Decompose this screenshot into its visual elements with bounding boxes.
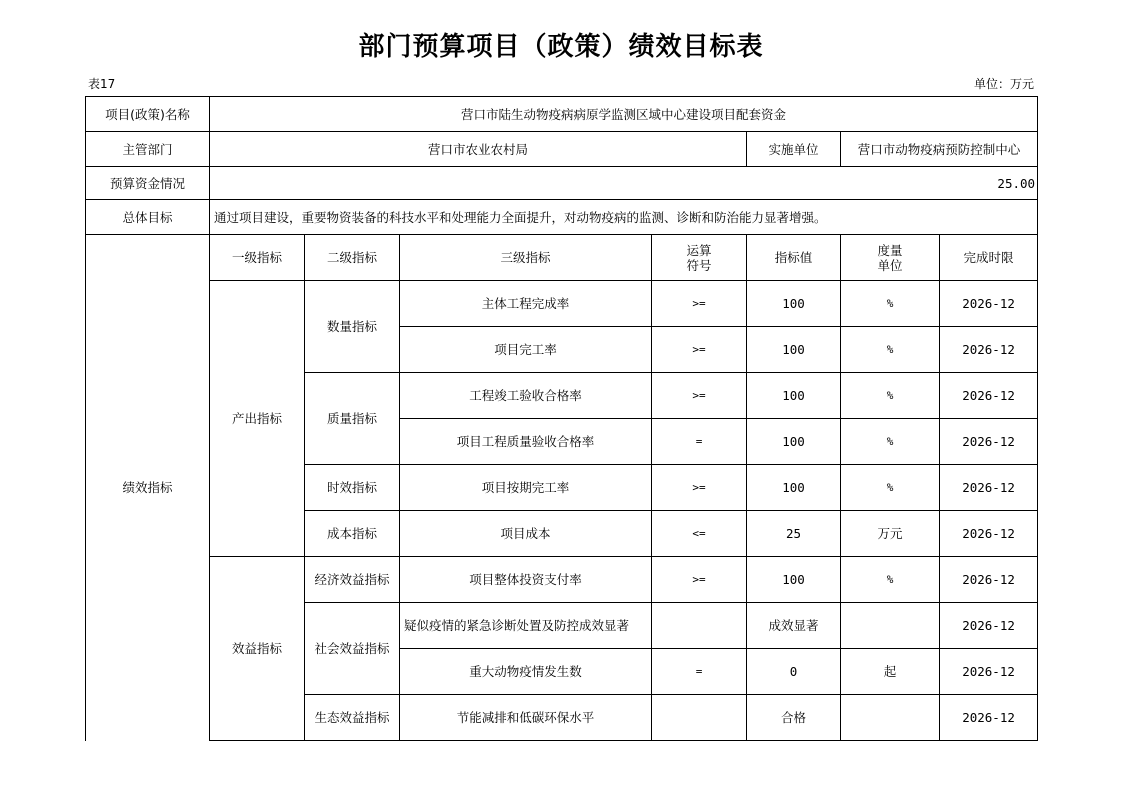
page-title: 部门预算项目（政策）绩效目标表 (358, 32, 764, 62)
indicator-operator: >= (652, 465, 747, 511)
sub-economic: 经济效益指标 (305, 557, 400, 603)
indicator-value: 成效显著 (747, 603, 841, 649)
col-level2: 二级指标 (305, 235, 400, 281)
department-label: 主管部门 (86, 132, 210, 167)
budget-value: 25.00 (210, 167, 1038, 200)
indicator-unit: % (841, 373, 940, 419)
currency-unit: 单位：万元 (973, 77, 1034, 91)
indicator-value: 100 (747, 327, 841, 373)
indicator-operator: >= (652, 557, 747, 603)
indicator-operator (652, 695, 747, 741)
table-row (86, 281, 1038, 327)
indicator-unit: 起 (841, 649, 940, 695)
department-row (86, 132, 1038, 167)
indicator-deadline: 2026-12 (940, 557, 1038, 603)
indicator-deadline: 2026-12 (940, 419, 1038, 465)
performance-target-table (85, 96, 1038, 741)
sub-social: 社会效益指标 (305, 603, 400, 695)
indicator-name: 节能减排和低碳环保水平 (400, 695, 652, 741)
indicator-unit: % (841, 419, 940, 465)
overall-goal-label: 总体目标 (86, 200, 210, 235)
indicator-name: 疑似疫情的紧急诊断处置及防控成效显著 (400, 603, 652, 649)
indicator-operator: >= (652, 327, 747, 373)
sub-ecological: 生态效益指标 (305, 695, 400, 741)
department-value: 营口市农业农村局 (210, 132, 747, 167)
indicator-value: 合格 (747, 695, 841, 741)
table-number: 表17 (88, 77, 116, 91)
indicator-value: 100 (747, 281, 841, 327)
sub-timeliness: 时效指标 (305, 465, 400, 511)
table-row (86, 557, 1038, 603)
indicator-unit: % (841, 281, 940, 327)
performance-indicator-label: 绩效指标 (86, 235, 210, 741)
indicator-unit (841, 603, 940, 649)
sub-quality: 质量指标 (305, 373, 400, 465)
indicator-unit: % (841, 557, 940, 603)
indicator-value: 25 (747, 511, 841, 557)
indicator-deadline: 2026-12 (940, 649, 1038, 695)
indicator-name: 项目整体投资支付率 (400, 557, 652, 603)
overall-goal-value: 通过项目建设，重要物资装备的科技水平和处理能力全面提升，对动物疫病的监测、诊断和防治能力显著增强。 (210, 200, 1038, 235)
indicator-name: 项目按期完工率 (400, 465, 652, 511)
col-value: 指标值 (747, 235, 841, 281)
indicator-operator (652, 603, 747, 649)
indicator-unit: % (841, 465, 940, 511)
indicator-unit (841, 695, 940, 741)
indicator-value: 100 (747, 419, 841, 465)
col-level1: 一级指标 (210, 235, 305, 281)
budget-label: 预算资金情况 (86, 167, 210, 200)
indicator-value: 0 (747, 649, 841, 695)
indicator-deadline: 2026-12 (940, 511, 1038, 557)
col-operator: 运算 符号 (652, 235, 747, 281)
col-deadline: 完成时限 (940, 235, 1038, 281)
indicator-unit: 万元 (841, 511, 940, 557)
indicator-name: 项目工程质量验收合格率 (400, 419, 652, 465)
sub-quantity: 数量指标 (305, 281, 400, 373)
project-name-label: 项目(政策)名称 (86, 97, 210, 132)
indicator-operator: >= (652, 373, 747, 419)
overall-goal-row (86, 200, 1038, 235)
project-name-value: 营口市陆生动物疫病病原学监测区域中心建设项目配套资金 (210, 97, 1038, 132)
col-level3: 三级指标 (400, 235, 652, 281)
indicator-operator: = (652, 419, 747, 465)
indicator-deadline: 2026-12 (940, 373, 1038, 419)
sub-cost: 成本指标 (305, 511, 400, 557)
indicator-name: 项目完工率 (400, 327, 652, 373)
indicator-deadline: 2026-12 (940, 281, 1038, 327)
budget-row (86, 167, 1038, 200)
indicator-operator: = (652, 649, 747, 695)
indicator-value: 100 (747, 557, 841, 603)
column-header-row (86, 235, 1038, 281)
implementer-value: 营口市动物疫病预防控制中心 (841, 132, 1038, 167)
indicator-unit: % (841, 327, 940, 373)
indicator-name: 工程竣工验收合格率 (400, 373, 652, 419)
indicator-deadline: 2026-12 (940, 695, 1038, 741)
group-output: 产出指标 (210, 281, 305, 557)
indicator-name: 重大动物疫情发生数 (400, 649, 652, 695)
indicator-name: 主体工程完成率 (400, 281, 652, 327)
col-unit: 度量 单位 (841, 235, 940, 281)
indicator-deadline: 2026-12 (940, 465, 1038, 511)
project-name-row (86, 97, 1038, 132)
group-benefit: 效益指标 (210, 557, 305, 741)
indicator-deadline: 2026-12 (940, 327, 1038, 373)
indicator-operator: <= (652, 511, 747, 557)
indicator-value: 100 (747, 465, 841, 511)
indicator-value: 100 (747, 373, 841, 419)
indicator-name: 项目成本 (400, 511, 652, 557)
indicator-operator: >= (652, 281, 747, 327)
implementer-label: 实施单位 (747, 132, 841, 167)
indicator-deadline: 2026-12 (940, 603, 1038, 649)
